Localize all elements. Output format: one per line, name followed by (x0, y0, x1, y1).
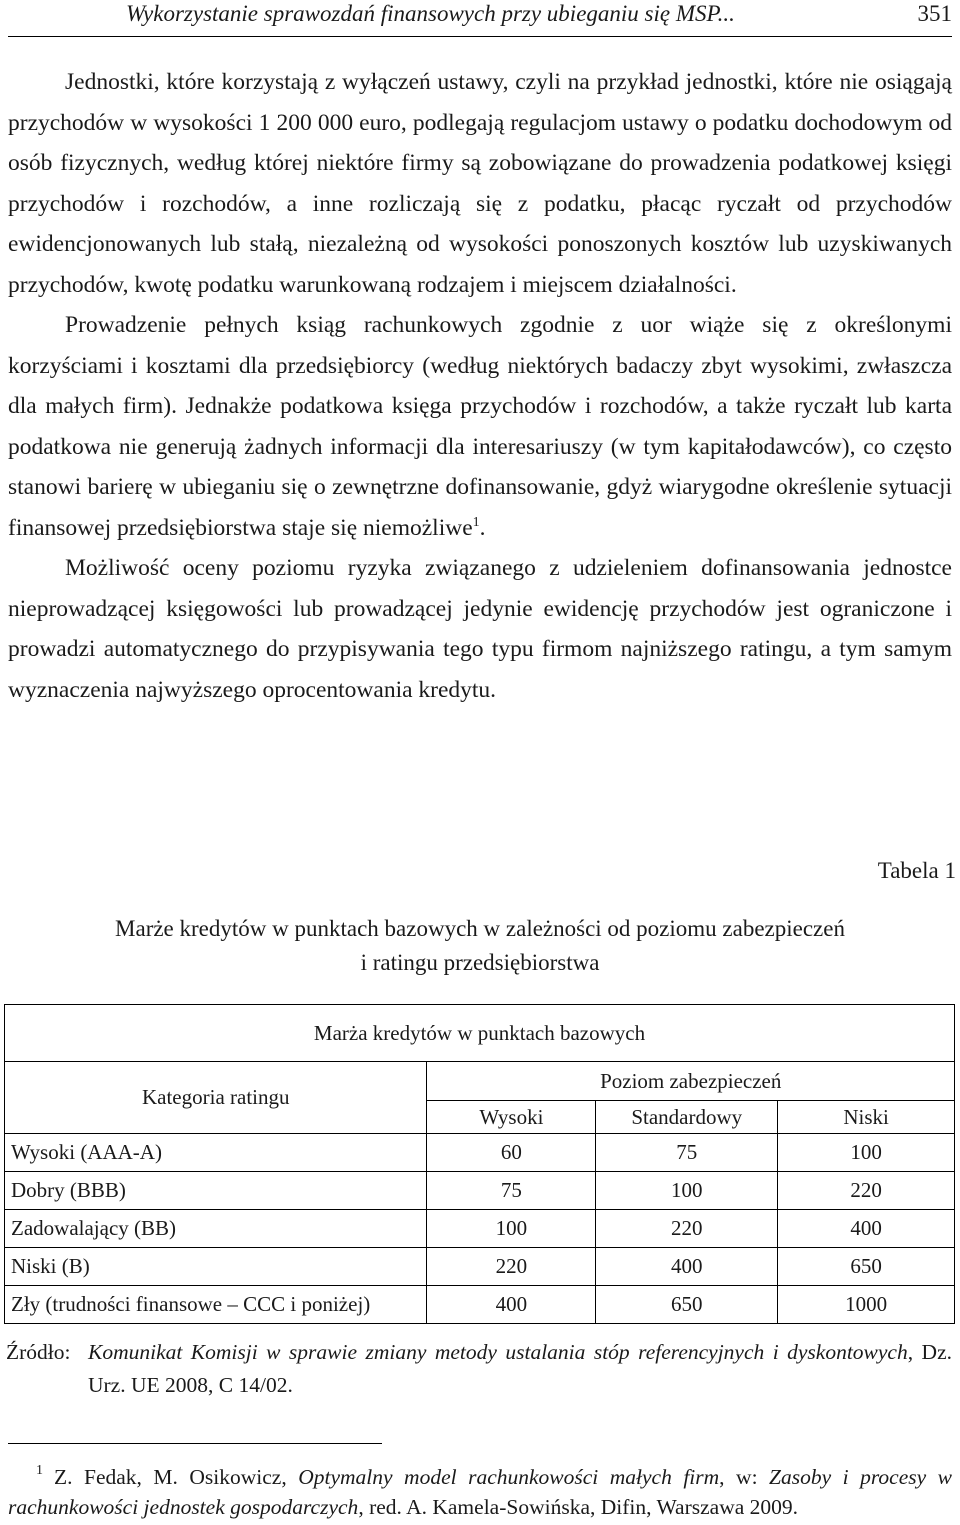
running-title: Wykorzystanie sprawozdań finansowych przy ubieganiu się MSP... (126, 1, 735, 26)
paragraph-1 (8, 62, 952, 305)
paragraph-3-text: Możliwość oceny poziomu ryzyka związanego z udzieleniem dofinansowania jednostce nieprowadzącej księgowości lub prowadzącej jedynie ewidencję przychodów jest ograniczone i prowadzi automatycznego do przypisywania tego typu firmom najniższego ratingu, a tym samym wyznaczenia najwyższego oprocentowania kredytu. (8, 555, 952, 703)
margin-table (4, 1004, 955, 1324)
table-label: Tabela 1 (877, 858, 956, 883)
footnote-mid: , w: (719, 1465, 770, 1489)
table-title-line-1: Marże kredytów w punktach bazowych w zależności od poziomu zabezpieczeń (115, 916, 845, 941)
table-cell: 220 (778, 1172, 955, 1210)
table-cell: 75 (427, 1172, 596, 1210)
table-row (5, 1210, 955, 1248)
category-header: Kategoria ratingu (5, 1062, 427, 1134)
footnote-title: Optymalny model rachunkowości małych firm (298, 1465, 720, 1489)
source-label: Źródło: (6, 1340, 71, 1364)
table-row (5, 1248, 955, 1286)
footnote-rest: , red. A. Kamela-Sowińska, Difin, Warszawa 2009. (358, 1495, 799, 1519)
source-text (88, 1336, 952, 1402)
paragraph-2 (8, 305, 952, 548)
table-row (5, 1134, 955, 1172)
footnote-authors: Z. Fedak, M. Osikowicz, (54, 1465, 299, 1489)
table-cell: 650 (596, 1286, 778, 1324)
footnote-book: Zasoby i procesy w rachunkowości jednostek gospodarczych (8, 1465, 953, 1519)
column-header: Wysoki (427, 1101, 596, 1134)
page-number: 351 (917, 1, 952, 26)
table-cell: 100 (596, 1172, 778, 1210)
footnote-number: 1 (36, 1463, 43, 1478)
row-category: Niski (B) (5, 1248, 427, 1286)
paragraph-2-tail: . (479, 514, 486, 541)
table-cell: 400 (596, 1248, 778, 1286)
table-cell: 60 (427, 1134, 596, 1172)
paragraph-1-text: Jednostki, które korzystają z wyłączeń ustawy, czyli na przykład jednostki, które nie osiągają przychodów w wysokości 1 200 000 euro, podlegają regulacjom ustawy o podatku dochodowym od osób fizycznych, według której niektóre firmy są zobowiązane do prowadzenia podatkowej księgi przychodów i rozchodów, a inne rozliczają się z podatku, płacąc ryczałt od przychodów ewidencjonowanych lub stałą, niezależną od wysokości ponoszonych kosztów lub uzyskiwanych przychodów, kwotę podatku warunkowaną rodzajem i miejscem działalności. (8, 69, 952, 298)
column-header: Standardowy (596, 1101, 778, 1134)
body-text (8, 62, 952, 710)
row-category: Wysoki (AAA-A) (5, 1134, 427, 1172)
table-cell: 400 (427, 1286, 596, 1324)
table-cell: 220 (596, 1210, 778, 1248)
row-category: Dobry (BBB) (5, 1172, 427, 1210)
footnote (8, 1462, 952, 1522)
source-details: , Dz. Urz. UE 2008, C 14/02. (88, 1340, 952, 1397)
table-row (5, 1286, 955, 1324)
row-category: Zły (trudności finansowe – CCC i poniżej) (5, 1286, 427, 1324)
table-cell: 75 (596, 1134, 778, 1172)
paragraph-3 (8, 548, 952, 710)
footnote-ref: 1 (472, 514, 480, 530)
table-row (5, 1172, 955, 1210)
table-cell: 100 (427, 1210, 596, 1248)
table-cell: 1000 (778, 1286, 955, 1324)
security-header: Poziom zabezpieczeń (427, 1062, 955, 1101)
table-cell: 400 (778, 1210, 955, 1248)
footnote-text (8, 1462, 952, 1522)
table-title (0, 912, 960, 980)
footnote-divider (8, 1443, 382, 1444)
table-cell: 100 (778, 1134, 955, 1172)
running-header (8, 0, 952, 37)
table-source (6, 1336, 952, 1402)
paragraph-2-text: Prowadzenie pełnych ksiąg rachunkowych zgodnie z uor wiąże się z określonymi korzyściami i kosztami dla przedsiębiorcy (według niektórych badaczy zbyt wysokimi, zwłaszcza dla małych firm). Jednakże podatkowa księga przychodów i rozchodów, a także ryczałt lub karta podatkowa nie generują żadnych informacji dla interesariuszy (w tym kapitałodawców), co często stanowi barierę w ubieganiu się o zewnętrzne dofinansowanie, gdyż wiarygodne określenie sytuacji finansowej przedsiębiorstwa staje się niemożliwe (8, 312, 952, 541)
table-top-header: Marża kredytów w punktach bazowych (5, 1005, 955, 1062)
row-category: Zadowalający (BB) (5, 1210, 427, 1248)
source-title: Komunikat Komisji w sprawie zmiany metody ustalania stóp referencyjnych i dyskontowych (88, 1340, 908, 1364)
table-cell: 220 (427, 1248, 596, 1286)
table-cell: 650 (778, 1248, 955, 1286)
table-title-line-2: i ratingu przedsiębiorstwa (360, 950, 600, 975)
column-header: Niski (778, 1101, 955, 1134)
